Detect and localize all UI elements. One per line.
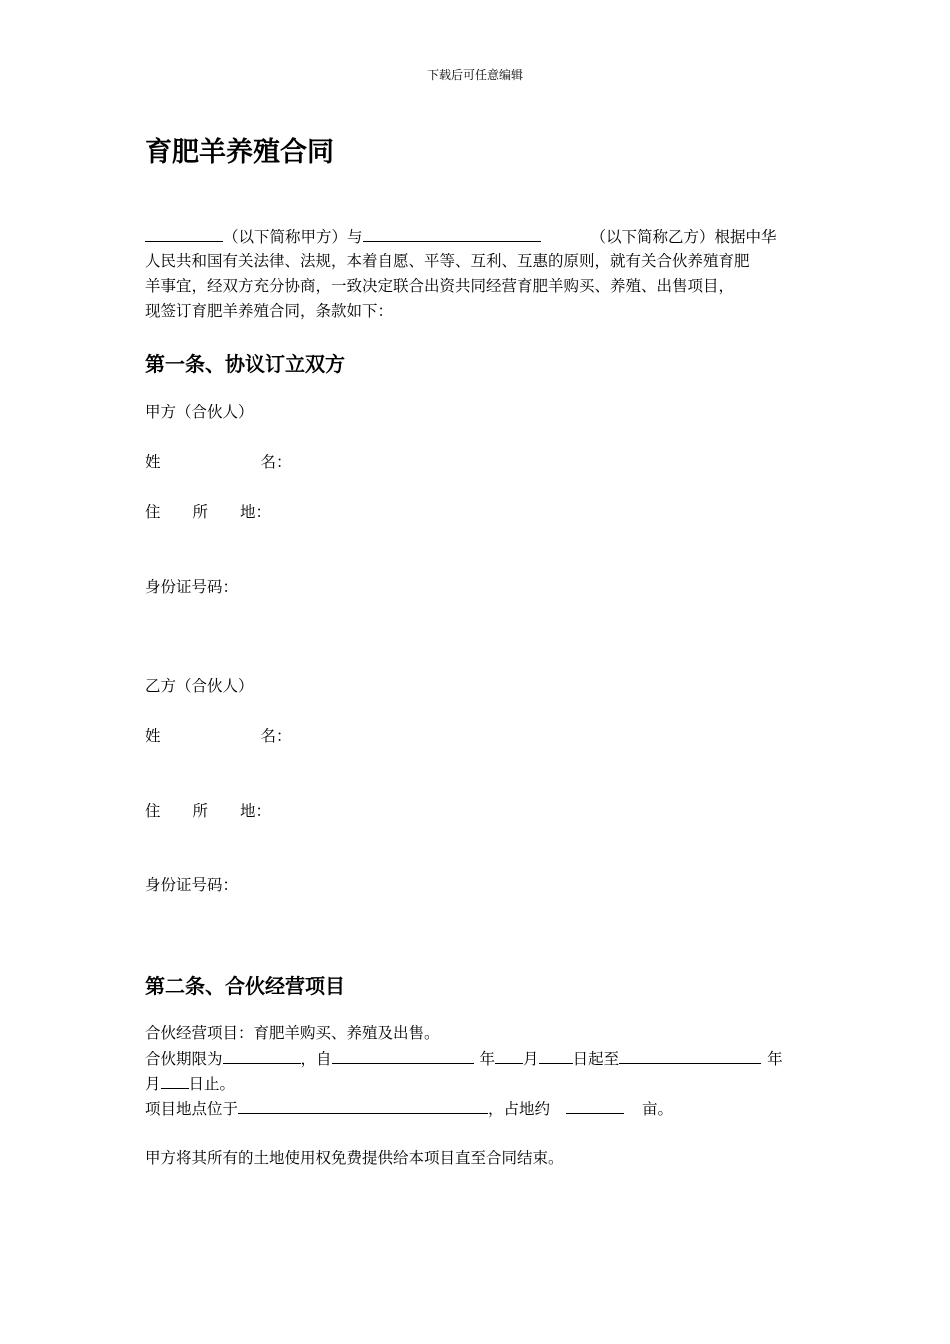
party-a-name-label: 姓 名： bbox=[145, 453, 292, 471]
project-line: 合伙经营项目：育肥羊购买、养殖及出售。 bbox=[145, 1024, 440, 1042]
start-year-blank[interactable] bbox=[332, 1046, 474, 1064]
start-month-blank[interactable] bbox=[495, 1046, 523, 1064]
intro-part2: （以下简称乙方）根据中华 bbox=[590, 228, 777, 246]
party-a-title: 甲方（合伙人） bbox=[145, 403, 254, 421]
header-note: 下载后可任意编辑 bbox=[426, 68, 523, 82]
section-2-heading: 第二条、合伙经营项目 bbox=[145, 974, 345, 998]
party-b-blank[interactable] bbox=[363, 224, 541, 242]
section-1-heading: 第一条、协议订立双方 bbox=[145, 352, 345, 376]
party-b-title: 乙方（合伙人） bbox=[145, 677, 254, 695]
document-title: 育肥羊养殖合同 bbox=[145, 137, 334, 168]
end-year-blank[interactable] bbox=[619, 1046, 761, 1064]
party-b-address-label: 住 所 地： bbox=[145, 802, 272, 820]
party-a-address-label: 住 所 地： bbox=[145, 503, 272, 521]
start-day-blank[interactable] bbox=[539, 1046, 573, 1064]
period-blank[interactable] bbox=[223, 1046, 301, 1064]
intro-line-3: 羊事宜，经双方充分协商，一致决定联合出资共同经营育肥羊购买、养殖、出售项目， bbox=[145, 277, 735, 295]
party-b-name-label: 姓 名： bbox=[145, 727, 292, 745]
land-use-line: 甲方将其所有的土地使用权免费提供给本项目直至合同结束。 bbox=[145, 1149, 564, 1167]
location-line: 项目地点位于 ，占地约 亩。 bbox=[145, 1096, 673, 1122]
party-a-blank[interactable] bbox=[145, 224, 223, 242]
period-line: 合伙期限为 ，自 年 月 日起至 年 bbox=[145, 1046, 783, 1072]
location-blank[interactable] bbox=[238, 1096, 488, 1114]
intro-line-1 bbox=[145, 224, 777, 250]
intro-line-2: 人民共和国有关法律、法规，本着自愿、平等、互利、互惠的原则，就有关合伙养殖育肥 bbox=[145, 252, 750, 270]
end-month-blank[interactable] bbox=[161, 1071, 189, 1089]
intro-part1: （以下简称甲方）与 bbox=[223, 228, 363, 246]
intro-line-4: 现签订育肥羊养殖合同，条款如下： bbox=[145, 302, 394, 320]
party-b-id-label: 身份证号码： bbox=[145, 876, 239, 894]
area-blank[interactable] bbox=[566, 1096, 624, 1114]
party-a-id-label: 身份证号码： bbox=[145, 578, 239, 596]
period-line-2: 月 日止。 bbox=[145, 1071, 235, 1097]
